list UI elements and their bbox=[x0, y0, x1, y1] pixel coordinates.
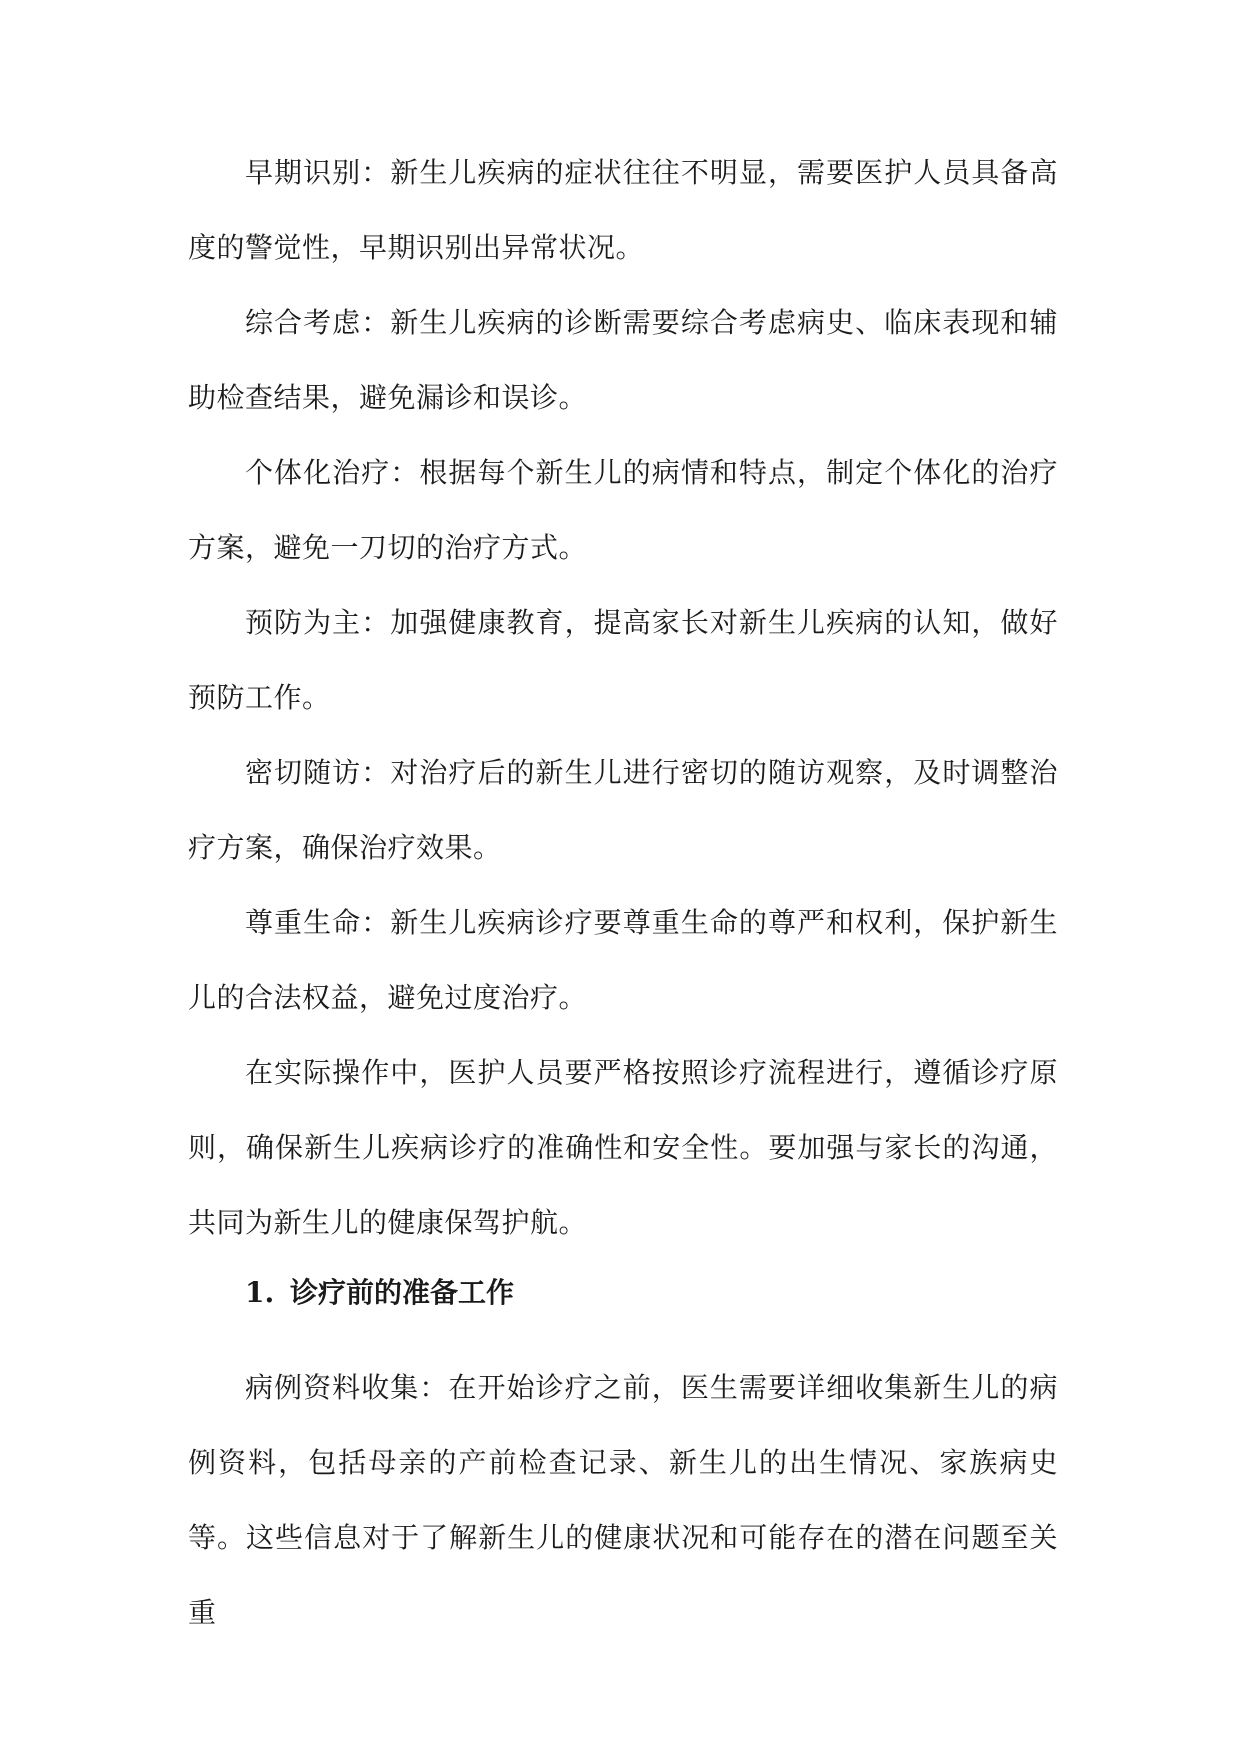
section-title: 诊疗前的准备工作 bbox=[290, 1276, 515, 1309]
section-heading bbox=[245, 1255, 514, 1330]
paragraph-close-follow-up: 密切随访：对治疗后的新生儿进行密切的随访观察，及时调整治疗方案，确保治疗效果。 bbox=[188, 756, 1058, 864]
paragraph-early-identification: 早期识别：新生儿疾病的症状往往不明显，需要医护人员具备高度的警觉性，早期识别出异常状况。 bbox=[188, 156, 1058, 264]
section-number: 1. bbox=[245, 1276, 275, 1309]
paragraph-case-data-collection: 病例资料收集：在开始诊疗之前，医生需要详细收集新生儿的病例资料，包括母亲的产前检查记录、新生儿的出生情况、家族病史等。这些信息对于了解新生儿的健康状况和可能存在的潜在问题至关重 bbox=[188, 1371, 1058, 1629]
paragraph-individualized-treatment: 个体化治疗：根据每个新生儿的病情和特点，制定个体化的治疗方案，避免一刀切的治疗方式。 bbox=[188, 456, 1058, 564]
paragraph-comprehensive-consideration: 综合考虑：新生儿疾病的诊断需要综合考虑病史、临床表现和辅助检查结果，避免漏诊和误诊。 bbox=[188, 306, 1058, 414]
paragraph-prevention-first: 预防为主：加强健康教育，提高家长对新生儿疾病的认知，做好预防工作。 bbox=[188, 606, 1058, 714]
paragraph-respect-life: 尊重生命：新生儿疾病诊疗要尊重生命的尊严和权利，保护新生儿的合法权益，避免过度治疗。 bbox=[188, 906, 1058, 1014]
paragraph-practice-summary: 在实际操作中，医护人员要严格按照诊疗流程进行，遵循诊疗原则，确保新生儿疾病诊疗的准确性和安全性。要加强与家长的沟通，共同为新生儿的健康保驾护航。 bbox=[188, 1056, 1058, 1239]
